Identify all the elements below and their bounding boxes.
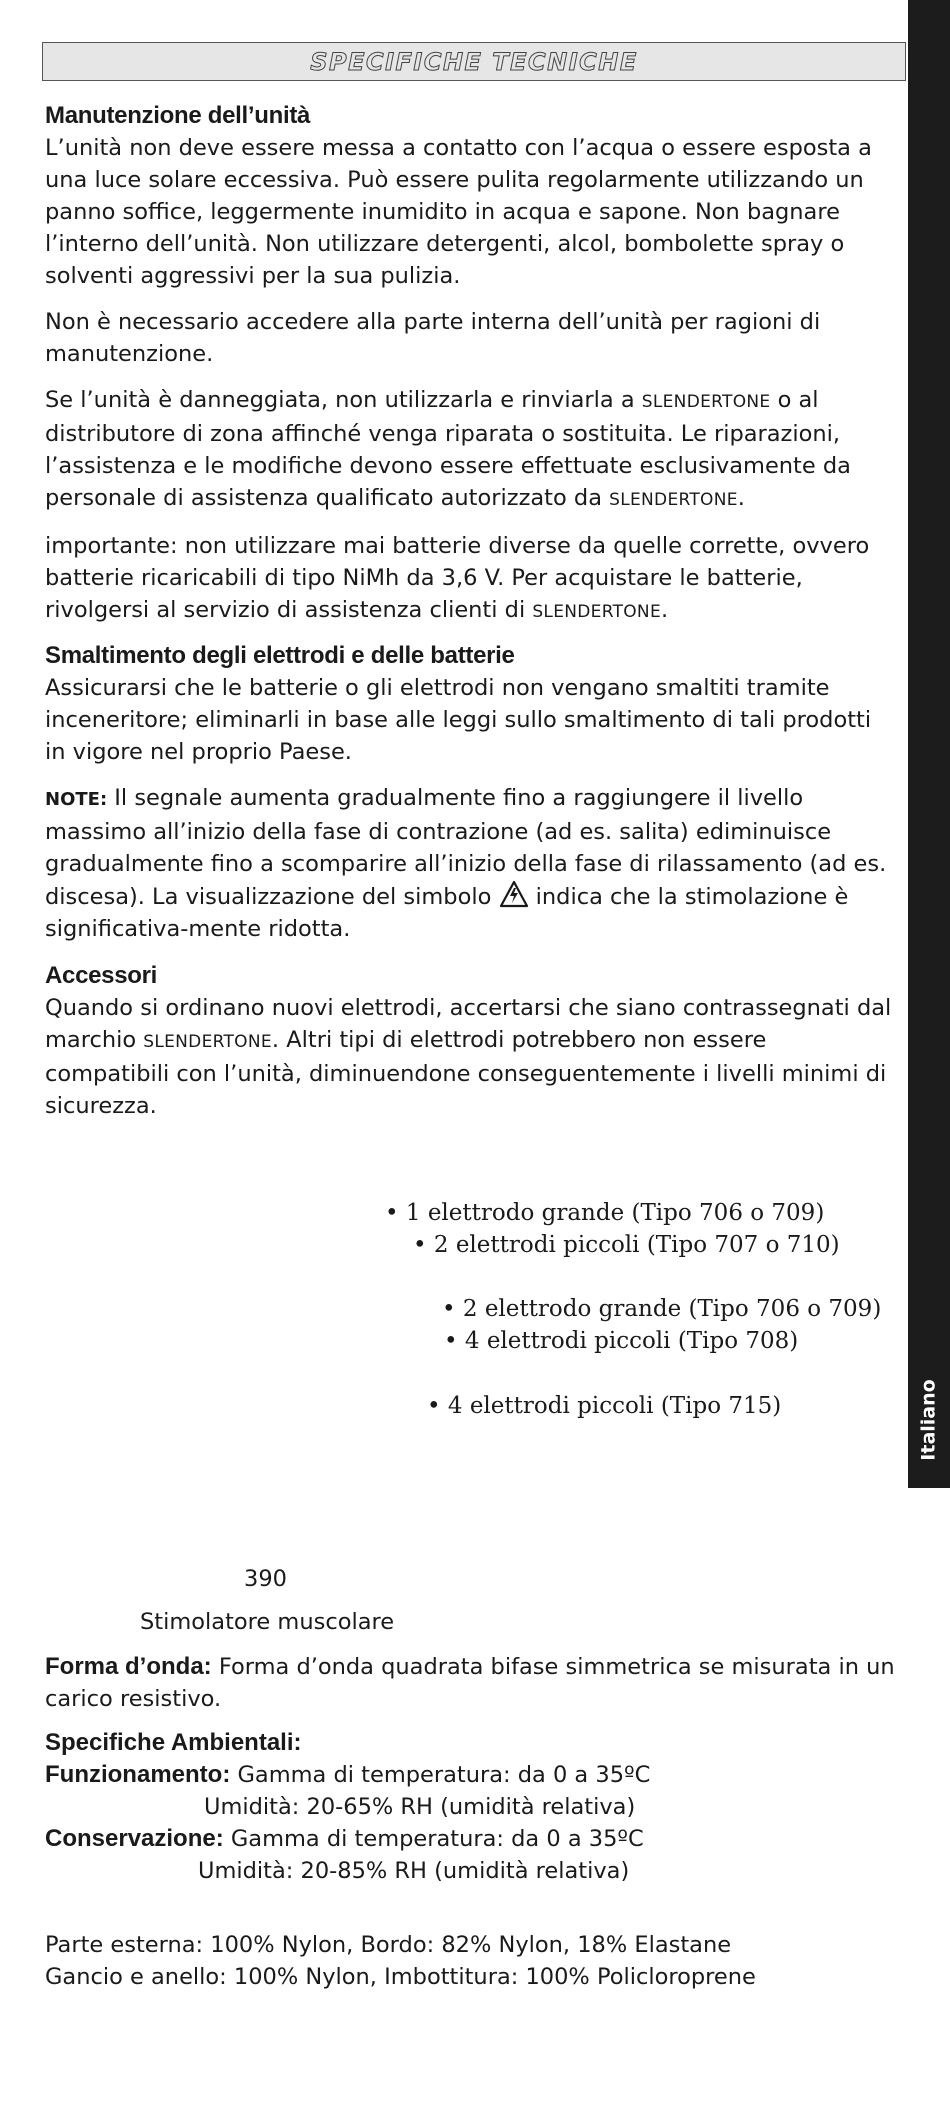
material-line-1: Parte esterna: 100% Nylon, Bordo: 82% Nylon, 18% Elastane [45, 1932, 732, 1958]
operation-humidity: Umidità: 20-65% RH (umidità relativa) [204, 1794, 636, 1820]
brand-name: SLENDERTONE [609, 490, 738, 510]
maintenance-paragraph-1: L’unità non deve essere messa a contatto con l’acqua o essere esposta a una luce solare eccessiva. Può essere pulita regolarmente utilizzando un panno soffice, leggermente inumidito in acqua e sapone. Non bagnare l’interno dell’unità. Non utilizzare detergenti, alcol, bombolette spray o solventi aggressivi per la sua pulizia. [45, 135, 872, 289]
waveform-paragraph: Forma d’onda: Forma d’onda quadrata bifase simmetrica se misurata in un carico resistivo. [45, 1653, 895, 1712]
maintenance-section [45, 100, 895, 628]
accessories-paragraph: Quando si ordinano nuovi elettrodi, accertarsi che siano contrassegnati dal marchio SLENDERTONE. Altri tipi di elettrodi potrebbero non essere compatibili con l’unità, diminuendone conseguentemente i livelli minimi di sicurezza. [45, 995, 892, 1119]
environment-heading: Specifiche Ambientali: [45, 1729, 302, 1756]
section-title-box [42, 42, 906, 81]
disposal-section [45, 640, 895, 945]
maintenance-paragraph-2: Non è necessario accedere alla parte interna dell’unità per ragioni di manutenzione. [45, 309, 821, 367]
operation-line: Funzionamento: Gamma di temperatura: da 0 a 35ºC [45, 1761, 651, 1788]
note-paragraph: NOTE: Il segnale aumenta gradualmente fino a raggiungere il livello massimo all’inizio della fase di contrazione (ad es. salita) ediminuisce gradualmente fino a scomparire all’inizio della fase di rilassamento (ad es. discesa). La visualizzazione del simbolo indica che la stimolazione è significativa-mente ridotta. [45, 785, 887, 942]
maintenance-paragraph-4: importante: non utilizzare mai batterie diverse da quelle corrette, ovvero batterie ricaricabili di tipo NiMh da 3,6 V. Per acquistare le batterie, rivolgersi al servizio di assistenza clienti di SLENDERTONE. [45, 533, 870, 623]
accessory-list-item: • 2 elettrodi piccoli (Tipo 707 o 710) [413, 1232, 840, 1258]
brand-name: SLENDERTONE [532, 602, 661, 622]
note-label: NOTE: [45, 789, 108, 810]
model-number: 390 [244, 1566, 287, 1592]
disposal-paragraph: Assicurarsi che le batterie o gli elettrodi non vengano smaltiti tramite inceneritore; eliminarli in base alle leggi sullo smaltimento di tali prodotti in vigore nel proprio Paese. [45, 675, 872, 765]
section-title: SPECIFICHE TECNICHE [310, 47, 638, 76]
storage-line: Conservazione: Gamma di temperatura: da 0 a 35ºC [45, 1825, 644, 1852]
accessory-list-item: • 2 elettrodo grande (Tipo 706 o 709) [442, 1296, 882, 1322]
waveform-label: Forma d’onda: [45, 1653, 212, 1680]
maintenance-paragraph-3: Se l’unità è danneggiata, non utilizzarla e rinviarla a SLENDERTONE o al distributore di zona affinché venga riparata o sostituita. Le riparazioni, l’assistenza e le modifiche devono essere effettuate esclusivamente da personale di assistenza qualificato autorizzato da SLENDERTONE. [45, 387, 851, 511]
accessory-list-item: • 4 elettrodi piccoli (Tipo 715) [427, 1393, 782, 1419]
material-line-2: Gancio e anello: 100% Nylon, Imbottitura: 100% Policloroprene [45, 1964, 756, 1990]
operation-label: Funzionamento: [45, 1761, 231, 1788]
accessories-heading: Accessori [45, 962, 158, 989]
accessory-list-item: • 4 elettrodi piccoli (Tipo 708) [444, 1328, 799, 1354]
maintenance-heading: Manutenzione dell’unità [45, 102, 311, 129]
language-side-tab [908, 0, 950, 1488]
language-side-label: Italiano [918, 1379, 940, 1461]
storage-label: Conservazione: [45, 1825, 224, 1852]
accessories-section [45, 960, 895, 1122]
warning-triangle-icon [499, 880, 529, 908]
disposal-heading: Smaltimento degli elettrodi e delle batterie [45, 642, 515, 669]
storage-humidity: Umidità: 20-85% RH (umidità relativa) [198, 1858, 630, 1884]
accessory-list-item: • 1 elettrodo grande (Tipo 706 o 709) [385, 1200, 825, 1226]
brand-name: SLENDERTONE [143, 1032, 272, 1052]
device-type: Stimolatore muscolare [140, 1609, 395, 1635]
brand-name: SLENDERTONE [641, 392, 771, 412]
